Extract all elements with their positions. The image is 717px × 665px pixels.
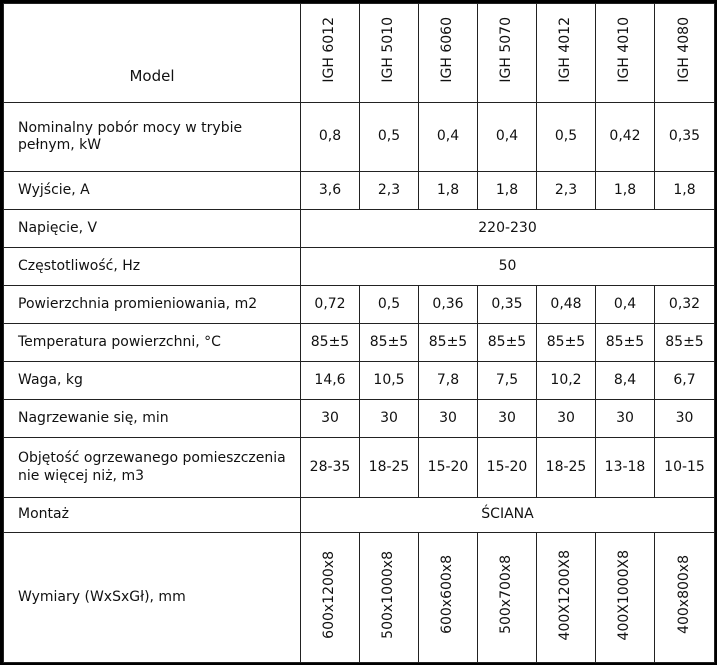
model-name-text: IGH 5010	[380, 17, 397, 84]
cell-value: 85±5	[655, 324, 715, 362]
row-frequency	[4, 248, 715, 286]
model-name	[596, 4, 655, 103]
cell-value: 0,4	[478, 103, 537, 172]
cell-value: 1,8	[655, 172, 715, 210]
cell-value: 30	[478, 400, 537, 438]
cell-value	[655, 533, 715, 663]
row-label: Częstotliwość, Hz	[4, 248, 301, 286]
cell-value	[360, 533, 419, 663]
cell-value: 13-18	[596, 438, 655, 498]
cell-value: 3,6	[301, 172, 360, 210]
cell-value	[537, 533, 596, 663]
cell-value: 1,8	[478, 172, 537, 210]
cell-value: 0,35	[655, 103, 715, 172]
cell-value: 0,8	[301, 103, 360, 172]
model-name-text: IGH 6012	[321, 17, 338, 84]
row-room-volume	[4, 438, 715, 498]
row-heating-time	[4, 400, 715, 438]
model-header: Model	[4, 4, 301, 103]
model-name	[360, 4, 419, 103]
cell-value	[301, 533, 360, 663]
cell-value: 30	[596, 400, 655, 438]
cell-value: 1,8	[419, 172, 478, 210]
row-label: Montaż	[4, 498, 301, 533]
row-temperature	[4, 324, 715, 362]
cell-value: 85±5	[537, 324, 596, 362]
model-name-text: IGH 5070	[498, 17, 515, 84]
cell-value: 30	[360, 400, 419, 438]
cell-value: 85±5	[360, 324, 419, 362]
cell-span-value: 50	[301, 248, 715, 286]
cell-value: 0,36	[419, 286, 478, 324]
model-name-text: IGH 4080	[675, 17, 692, 84]
cell-value: 2,3	[360, 172, 419, 210]
model-name	[478, 4, 537, 103]
row-current	[4, 172, 715, 210]
model-name	[419, 4, 478, 103]
cell-value: 15-20	[478, 438, 537, 498]
dimension-text: 400x800x8	[675, 555, 692, 635]
model-name-text: IGH 6060	[439, 17, 456, 84]
cell-value: 0,5	[360, 103, 419, 172]
spec-table	[3, 3, 715, 663]
cell-value: 18-25	[537, 438, 596, 498]
cell-value: 18-25	[360, 438, 419, 498]
cell-value: 15-20	[419, 438, 478, 498]
row-voltage	[4, 210, 715, 248]
cell-value: 85±5	[596, 324, 655, 362]
cell-value: 0,72	[301, 286, 360, 324]
cell-value: 1,8	[596, 172, 655, 210]
dimension-text: 600x600x8	[439, 555, 456, 635]
cell-value: 7,5	[478, 362, 537, 400]
cell-value: 85±5	[419, 324, 478, 362]
cell-value: 0,4	[596, 286, 655, 324]
row-label: Waga, kg	[4, 362, 301, 400]
row-label: Temperatura powierzchni, °C	[4, 324, 301, 362]
row-label: Napięcie, V	[4, 210, 301, 248]
header-row	[4, 4, 715, 103]
cell-value: 6,7	[655, 362, 715, 400]
cell-value: 0,48	[537, 286, 596, 324]
model-name	[301, 4, 360, 103]
cell-value: 0,35	[478, 286, 537, 324]
row-label: Wyjście, A	[4, 172, 301, 210]
cell-value: 30	[301, 400, 360, 438]
cell-span-value: ŚCIANA	[301, 498, 715, 533]
model-name-text: IGH 4010	[616, 17, 633, 84]
cell-value: 0,32	[655, 286, 715, 324]
cell-value: 85±5	[478, 324, 537, 362]
cell-value: 30	[537, 400, 596, 438]
row-dimensions	[4, 533, 715, 663]
cell-value: 0,5	[360, 286, 419, 324]
cell-value: 14,6	[301, 362, 360, 400]
row-mounting	[4, 498, 715, 533]
dimension-text: 600x1200x8	[321, 550, 338, 639]
cell-value: 30	[655, 400, 715, 438]
cell-value	[478, 533, 537, 663]
row-power	[4, 103, 715, 172]
dimension-text: 400X1000X8	[616, 549, 633, 640]
cell-value: 10,2	[537, 362, 596, 400]
model-name-text: IGH 4012	[557, 17, 574, 84]
cell-value: 0,4	[419, 103, 478, 172]
model-name	[537, 4, 596, 103]
cell-value: 0,42	[596, 103, 655, 172]
row-weight	[4, 362, 715, 400]
dimension-text: 400X1200X8	[557, 549, 574, 640]
cell-value: 2,3	[537, 172, 596, 210]
row-label: Nagrzewanie się, min	[4, 400, 301, 438]
model-name	[655, 4, 715, 103]
row-label: Objętość ogrzewanego pomieszczenia nie więcej niż, m3	[4, 438, 301, 498]
dimension-text: 500x700x8	[498, 555, 515, 635]
cell-value: 7,8	[419, 362, 478, 400]
row-label: Nominalny pobór mocy w trybie pełnym, kW	[4, 103, 301, 172]
cell-value: 10-15	[655, 438, 715, 498]
cell-value: 30	[419, 400, 478, 438]
cell-value: 8,4	[596, 362, 655, 400]
cell-value: 28-35	[301, 438, 360, 498]
row-label: Powierzchnia promieniowania, m2	[4, 286, 301, 324]
row-radiation-area	[4, 286, 715, 324]
cell-value: 10,5	[360, 362, 419, 400]
cell-span-value: 220-230	[301, 210, 715, 248]
row-label: Wymiary (WxSxGł), mm	[4, 533, 301, 663]
cell-value: 0,5	[537, 103, 596, 172]
cell-value: 85±5	[301, 324, 360, 362]
cell-value	[596, 533, 655, 663]
cell-value	[419, 533, 478, 663]
dimension-text: 500x1000x8	[380, 550, 397, 639]
